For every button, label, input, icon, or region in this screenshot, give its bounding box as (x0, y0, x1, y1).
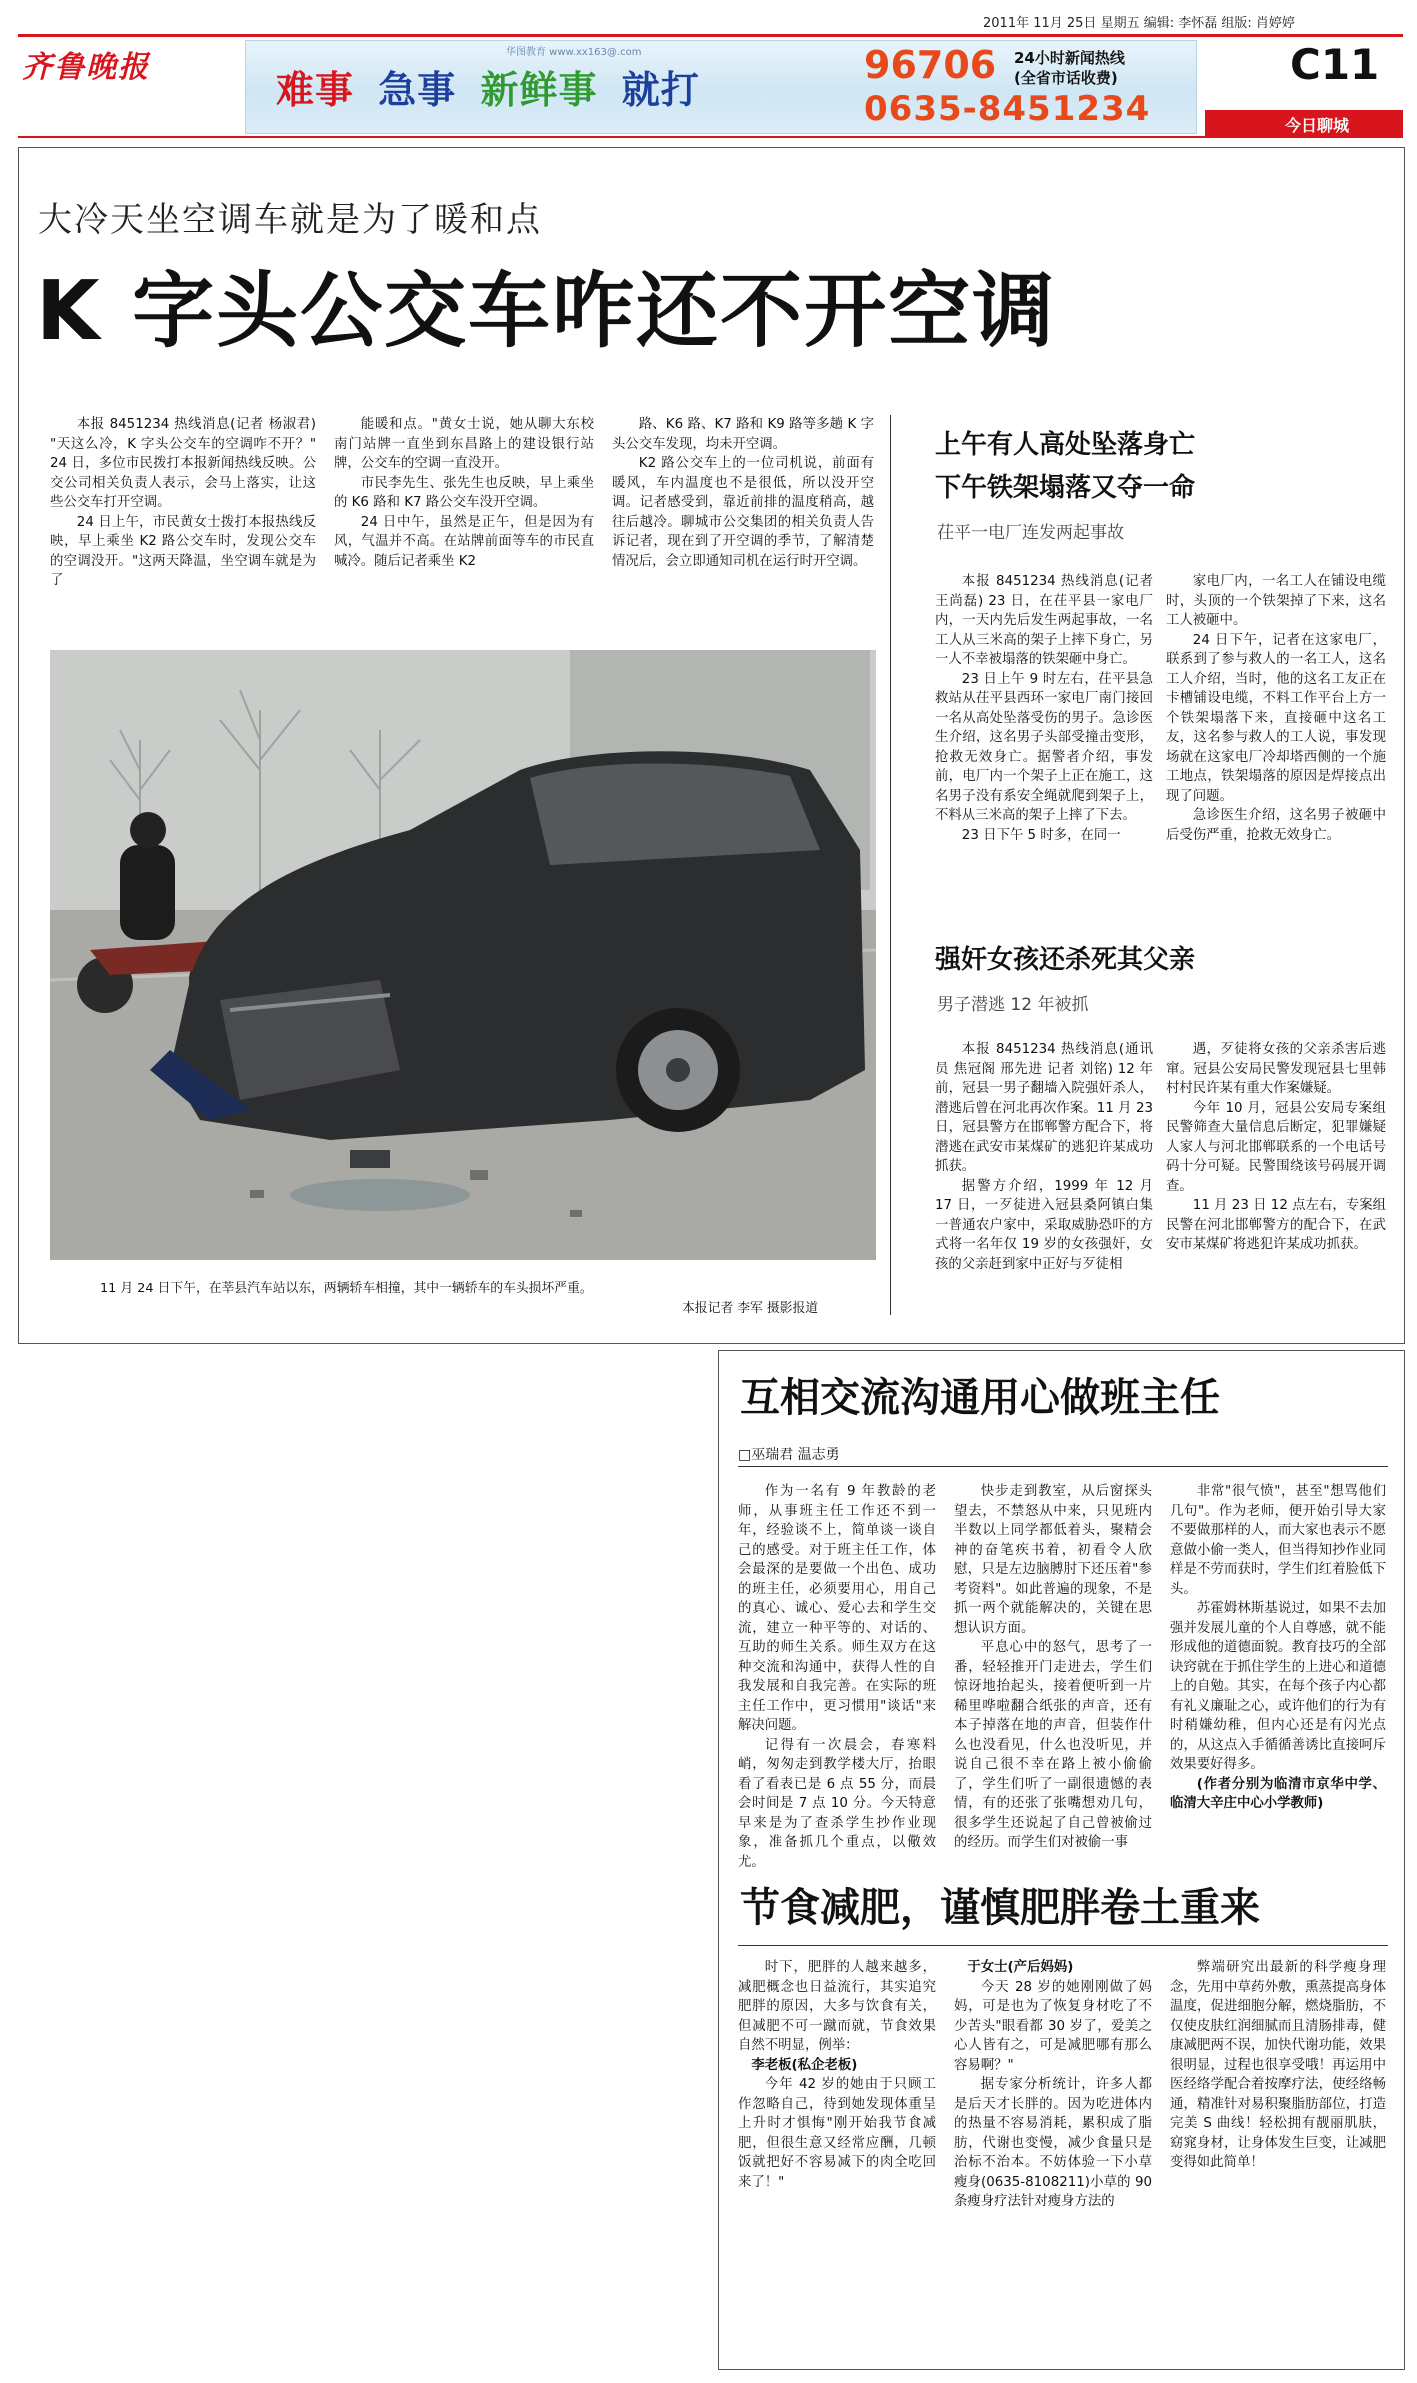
story4-column-3 (1170, 1482, 1386, 1872)
story5-column-1 (738, 1958, 936, 2358)
car-photo-illustration (50, 650, 876, 1260)
hotline-note-1: 24小时新闻热线 (1014, 49, 1125, 67)
subhead: 李老板(私企老板) (751, 2057, 858, 2073)
slogan-3: 新鲜事 (480, 68, 598, 112)
subhead: 于女士(产后妈妈) (967, 1960, 1074, 1975)
paragraph: 11 月 23 日 12 点左右，专案组民警在河北邯郸警方的配合下，在武安市某煤矿将逃犯许某成功抓获。 (1166, 1198, 1386, 1252)
banner-small-text: 华图教育 www.xx163@.com (506, 47, 642, 58)
paragraph: 23 日上午 9 时左右，茌平县急救站从茌平县西环一家电厂南门接回一名从高处坠落受伤的男子。急诊医生介绍，这名男子头部受撞击变形，抢救无效身亡。据警者介绍，事发前，电厂内一个架子上正在施工，这名男子没有系安全绳就爬到架子上，不料从三米高的架子上摔了下去。 (935, 671, 1153, 823)
story2-headline-1: 上午有人高处坠落身亡 (935, 430, 1196, 460)
hotline-number: 96706 (864, 43, 997, 87)
paragraph: 本报 8451234 热线消息(记者 杨淑君) "天这么冷，K 字头公交车的空调咋不开？" 24 日，多位市民拨打本报新闻热线反映。公交公司相关负责人表示，会马上落实，让这些公交车打开空调。 (50, 417, 316, 510)
slogan-4: 就打 (621, 68, 700, 112)
newspaper-logo: 齐鲁晚报 (22, 50, 150, 85)
slogan-2: 急事 (378, 68, 457, 112)
paragraph: 24 日上午，市民黄女士拨打本报热线反映，早上乘坐 K2 路公交车时，发现公交车的空调没开。"这两天降温，坐空调车就是为了 (50, 514, 316, 588)
story3-column-2 (1166, 1040, 1386, 1332)
story1-column-3 (612, 415, 874, 640)
paragraph: 遇，歹徒将女孩的父亲杀害后逃窜。冠县公安局民警发现冠县七里韩村村民许某有重大作案嫌疑。 (1166, 1042, 1386, 1096)
story5-rule (738, 1945, 1388, 1946)
paragraph: 据专家分析统计，许多人都是后天才长胖的。因为吃进体内的热量不容易消耗，累积成了脂肪，代谢也变慢，减少食量只是治标不治本。不妨体验一下小草瘦身(0635-8108211)小草的 90 条瘦身疗法针对瘦身方法的 (954, 2077, 1152, 2209)
paragraph: 能暖和点。"黄女士说，她从聊大东校南门站牌一直坐到东昌路上的建设银行站牌，公交车的空调一直没开。 (334, 417, 594, 471)
paragraph: 24 日中午，虽然是正午，但是因为有风，气温并不高。在站牌前面等车的市民直喊冷。随后记者乘坐 K2 (334, 514, 594, 569)
story2-kicker: 茌平一电厂连发两起事故 (937, 523, 1124, 543)
paragraph: 平息心中的怒气，思考了一番，轻轻推开门走进去，学生们惊讶地抬起头，接着便听到一片稀里哗啦翻合纸张的声音，还有本子掉落在地的声音，但装作什么也没看见，什么也没听见，并说自己很不幸在路上被小偷偷了，学生们听了一副很遗憾的表情，有的还张了张嘴想劝几句，很多学生还说起了自己曾被偷过的经历。而学生们对被偷一事 (954, 1640, 1152, 1850)
paragraph: 今年 10 月，冠县公安局专案组民警筛查大量信息后断定，犯罪嫌疑人家人与河北邯郸联系的一个电话号码十分可疑。民警围绕该号码展开调查。 (1166, 1100, 1386, 1194)
paragraph: 快步走到教室，从后窗探头望去，不禁怒从中来，只见班内半数以上同学都低着头，聚精会神的奋笔疾书着，初看令人欣慰，只是左边脑膊肘下还压着"参考资料"。如此普遍的现象，不是抓一两个就能解决的，关键在思想认识方面。 (954, 1484, 1152, 1636)
slogan-1: 难事 (276, 68, 355, 112)
paragraph: 记得有一次晨会，春寒料峭，匆匆走到教学楼大厅，抬眼看了看表已是 6 点 55 分，而晨会时间是 7 点 10 分。今天特意早来是为了查杀学生抄作业现象，准备抓几个重点，以儆效尤。 (738, 1737, 936, 1870)
story4-column-2 (954, 1482, 1152, 1872)
paragraph: 苏霍姆林斯基说过，如果不去加强并发展儿童的个人自尊感，就不能形成他的道德面貌。教育技巧的全部诀窍就在于抓住学生的上进心和道德上的自勉。其实，在每个孩子内心都有礼义廉耻之心，或许他们的行为有时稍嫌幼稚，但内心还是有闪光点的，从这点入手循循善诱比直接呵斥效果要好得多。 (1170, 1601, 1386, 1772)
story1-column-2 (334, 415, 594, 640)
paragraph: K2 路公交车上的一位司机说，前面有暖风，车内温度也不是很低，所以没开空调。记者感受到，靠近前排的温度稍高，越往后越冷。聊城市公交集团的相关负责人告诉记者，现在到了开空调的季节，了解清楚情况后，会立即通知司机在运行时开空调。 (612, 456, 874, 569)
section-name: 今日聊城 (1285, 116, 1350, 135)
paragraph: 急诊医生介绍，这名男子被砸中后受伤严重，抢救无效身亡。 (1166, 808, 1386, 843)
story1-kicker: 大冷天坐空调车就是为了暖和点 (38, 200, 542, 240)
paragraph: 今天 28 岁的她刚刚做了妈妈，可是也为了恢复身材吃了不少苦头"眼看都 30 岁了，爱美之心人皆有之，可是减肥哪有那么容易啊？" (954, 1979, 1152, 2073)
mast-bottom-rule (18, 136, 1403, 138)
paragraph: 本报 8451234 热线消息(通讯员 焦冠阁 邢先进 记者 刘铭) 12 年前，冠县一男子翻墙入院强奸杀人，潜逃后曾在河北再次作案。11 月 23 日，冠县警方在邯郸警方配合下，将潜逃在武安市某煤矿的逃犯许某成功抓获。 (935, 1042, 1153, 1174)
hotline-banner (245, 40, 1197, 134)
story1-headline: K 字头公交车咋还不开空调 (36, 264, 1057, 359)
page-number: C11 (1290, 40, 1380, 89)
paragraph: 24 日下午，记者在这家电厂，联系到了参与救人的一名工人，这名工人介绍，当时，他的这名工友正在卡槽铺设电缆，不料工作平台上方一个铁架塌落下来，直接砸中这名工友，这名参与救人的工人说，事发现场就在这家电厂冷却塔西侧的一个施工地点，铁架塌落的原因是焊接点出现了问题。 (1166, 632, 1386, 804)
story2-column-1 (935, 572, 1153, 904)
car-accident-photo (50, 650, 876, 1260)
story3-headline: 强奸女孩还杀死其父亲 (935, 945, 1196, 975)
photo-caption: 11 月 24 日下午，在莘县汽车站以东，两辆轿车相撞，其中一辆轿车的车头损坏严重。 (100, 1281, 593, 1296)
hotline-phone: 0635-8451234 (864, 89, 1151, 129)
paragraph: 路、K6 路、K7 路和 K9 路等多趟 K 字头公交车发现，均未开空调。 (612, 417, 874, 452)
story3-kicker: 男子潜逃 12 年被抓 (937, 995, 1089, 1015)
story5-column-3 (1170, 1958, 1386, 2358)
paragraph: 今年 42 岁的她由于只顾工作忽略自己，待到她发现体重呈上升时才惧悔"刚开始我节食减肥，但很生意又经常应酬，几顿饭就把好不容易减下的肉全吃回来了！" (738, 2077, 936, 2190)
column-divider (890, 415, 891, 1315)
date-line: 2011年 11月 25日 星期五 编辑: 李怀磊 组版: 肖婷婷 (983, 16, 1295, 31)
paragraph: 家电厂内，一名工人在铺设电缆时，头顶的一个铁架掉了下来，这名工人被砸中。 (1166, 574, 1386, 628)
author-note: (作者分别为临清市京华中学、临清大辛庄中心小学教师) (1170, 1776, 1386, 1811)
story5-headline: 节食减肥，谨慎肥胖卷土重来 (740, 1885, 1260, 1931)
paragraph: 弊端研究出最新的科学瘦身理念，先用中草药外敷，熏蒸提高身体温度，促进细胞分解，燃烧脂肪，不仅使皮肤红润细腻而且清肠排毒，健康减肥两不误，加快代谢功能，效果很明显，过程也很享受哦！再运用中医经络学配合着按摩疗法，使经络畅通，精准针对易积聚脂肪部位，打造完美 S 曲线！轻松拥有靓丽肌肤，窈窕身材，让身体发生巨变，让减肥变得如此简单！ (1170, 1960, 1386, 2170)
paragraph: 作为一名有 9 年教龄的老师，从事班主任工作还不到一年，经验谈不上，简单谈一谈自己的感受。对于班主任工作，体会最深的是要做一个出色、成功的班主任，必须要用心，用自己的真心、诚心、爱心去和学生交流，建立一种平等的、对话的、互助的师生关系。师生双方在这种交流和沟通中，获得人性的自我发展和自我完善。在实际的班主任工作中，更习惯用"谈话"来解决问题。 (738, 1484, 936, 1733)
story5-column-2 (954, 1958, 1152, 2358)
paragraph: 23 日下午 5 时多，在同一 (961, 827, 1121, 843)
paragraph: 时下，肥胖的人越来越多，减肥概念也日益流行，其实追究肥胖的原因，大多与饮食有关，但减肥不可一蹴而就，节食效果自然不明显，例举： (738, 1960, 936, 2053)
paragraph: 市民李先生、张先生也反映，早上乘坐的 K6 路和 K7 路公交车没开空调。 (334, 475, 594, 510)
paragraph: 据警方介绍，1999 年 12 月 17 日，一歹徒进入冠县桑阿镇白集一普通农户家中，采取威胁恐吓的方式将一名年仅 19 岁的女孩强奸，女孩的父亲赶到家中正好与歹徒相 (935, 1178, 1153, 1272)
story4-column-1 (738, 1482, 936, 1872)
photo-credit: 本报记者 李军 摄影报道 (682, 1301, 819, 1316)
story3-column-1 (935, 1040, 1153, 1332)
story4-byline: □巫瑞君 温志勇 (738, 1447, 840, 1463)
story1-column-1 (50, 415, 316, 640)
top-rule (18, 34, 1403, 37)
story2-headline-2: 下午铁架塌落又夺一命 (935, 473, 1196, 503)
paragraph: 非常"很气愤"，甚至"想骂他们几句"。作为老师，便开始引导大家不要做那样的人，而大家也表示不愿意做小偷一类人，但当得知抄作业同样是不劳而获时，学生们红着脸低下头。 (1170, 1484, 1386, 1597)
hotline-note-2: (全省市话收费) (1014, 69, 1118, 87)
paragraph: 本报 8451234 热线消息(记者 王尚磊) 23 日，在茌平县一家电厂内，一天内先后发生两起事故，一名工人从三米高的架子上摔下身亡，另一人不幸被塌落的铁架砸中身亡。 (935, 574, 1153, 667)
section-tab (1205, 110, 1403, 136)
story4-headline: 互相交流沟通用心做班主任 (740, 1375, 1220, 1421)
byline-rule (738, 1466, 1388, 1467)
story2-column-2 (1166, 572, 1386, 904)
masthead (0, 0, 1417, 140)
